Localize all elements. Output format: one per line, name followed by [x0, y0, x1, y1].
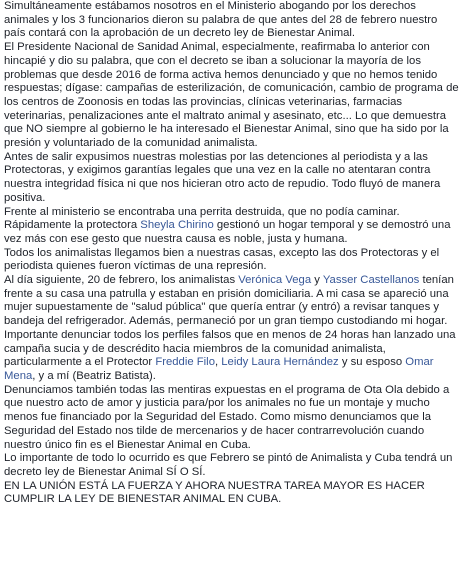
mention-yasser-castellanos[interactable]: Yasser Castellanos [322, 274, 420, 287]
text-fragment: y su esposo [338, 356, 406, 369]
text-fragment: Importante denunciar todos los perfiles falsos que en menos de 24 horas han lanzado una campaña sucia y de descrédito hacia miembros de la comunidad animalista, particularmente a el Protector [4, 328, 456, 369]
text-fragment: , y a mí (Beatriz Batista). [32, 369, 156, 382]
text-fragment: Rápidamente la protectora [4, 219, 141, 232]
mention-freddie-filo[interactable]: Freddie Filo [155, 356, 215, 369]
paragraph-febrero: Lo importante de todo lo ocurrido es que Febrero se pintó de Animalista y Cuba tendrá un decreto ley de Bienestar Animal SÍ O SÍ. [4, 452, 453, 478]
mention-sheyla-chirino[interactable]: Sheyla Chirino [140, 219, 214, 232]
paragraph-perrita: Frente al ministerio se encontraba una perrita destruida, que no podía caminar. [4, 205, 400, 218]
paragraph-dia-siguiente [4, 274, 459, 329]
paragraph-animalistas: Todos los animalistas llegamos bien a nuestras casas, excepto las dos Protectoras y el periodista quienes fueron víctimas de una represión. [4, 246, 440, 273]
mention-omar-mena[interactable]: Omar Mena [4, 356, 434, 382]
paragraph-perfiles-falsos [4, 329, 459, 384]
mention-leidy-laura-hernandez[interactable]: Leidy Laura Hernández [221, 356, 339, 369]
paragraph-protectora [4, 219, 459, 246]
text-fragment: gestionó un hogar temporal y se demostró una vez más con ese gesto que nuestra causa es noble, justa y humana. [4, 219, 451, 245]
mention-veronica-vega[interactable]: Verónica Vega [238, 274, 312, 287]
paragraph-molestias: Antes de salir expusimos nuestras molestias por las detenciones al periodista y a las Protectoras, y exigimos garantías legales que una vez en la calle no atentaran contra nuestra integridad física ni que nos hicieran otro acto de repudio. Todo fluyó de manera positiva. [4, 150, 441, 204]
text-fragment: tenían frente a su casa una patrulla y estaban en prisión domiciliaria. A mi casa se apareció una mujer supuestamente de "salud pública" que quería entrar (y entró) a revisar tanques y bandeja del refrigerador. Además, permaneció por un gran tiempo custodiando mi hogar. [4, 274, 454, 328]
paragraph-mentiras: Denunciamos también todas las mentiras expuestas en el programa de Ota Ola debido a que nuestro acto de amor y justicia para/por los animales no fue un montaje y mucho menos fue financiado por la Seguridad del Estado. Como mismo denunciamos que la Seguridad del Estado nos tilde de mercenarios y de hacer contrarrevolución cuando nuestro único fin es el Bienestar Animal en Cuba. [4, 383, 450, 451]
paragraph-union: EN LA UNIÓN ESTÁ LA FUERZA Y AHORA NUESTRA TAREA MAYOR ES HACER CUMPLIR LA LEY DE BIENESTAR ANIMAL EN CUBA. [4, 479, 425, 506]
text-fragment: y [311, 274, 323, 287]
paragraph-presidente: El Presidente Nacional de Sanidad Animal, especialmente, reafirmaba lo anterior con hincapié y dio su palabra, que con el decreto se iban a solucionar la mayoría de los problemas que desde 2016 de forma activa hemos denunciado y que no hemos tenido respuestas; dígase: campañas de esterilización, de comunicación, cambio de programa de los centros de Zoonosis en todas las provincias, clínicas veterinarias, farmacias veterinarias, penalizaciones ante el maltrato animal y asesinato, etc... Lo que demuestra que NO siempre al gobierno le ha interesado el Bienestar Animal, sino que ha sido por la presión y voluntariado de la comunidad animalista. [4, 41, 459, 150]
paragraph-ministerio: Simultáneamente estábamos nosotros en el Ministerio abogando por los derechos animales y los 3 funcionarios dieron su palabra de que antes del 28 de febrero nuestro país contará con la aprobación de un decreto ley de Bienestar Animal. [4, 0, 438, 40]
text-fragment: Al día siguiente, 20 de febrero, los animalistas [4, 274, 239, 287]
text-fragment: , [214, 356, 222, 369]
